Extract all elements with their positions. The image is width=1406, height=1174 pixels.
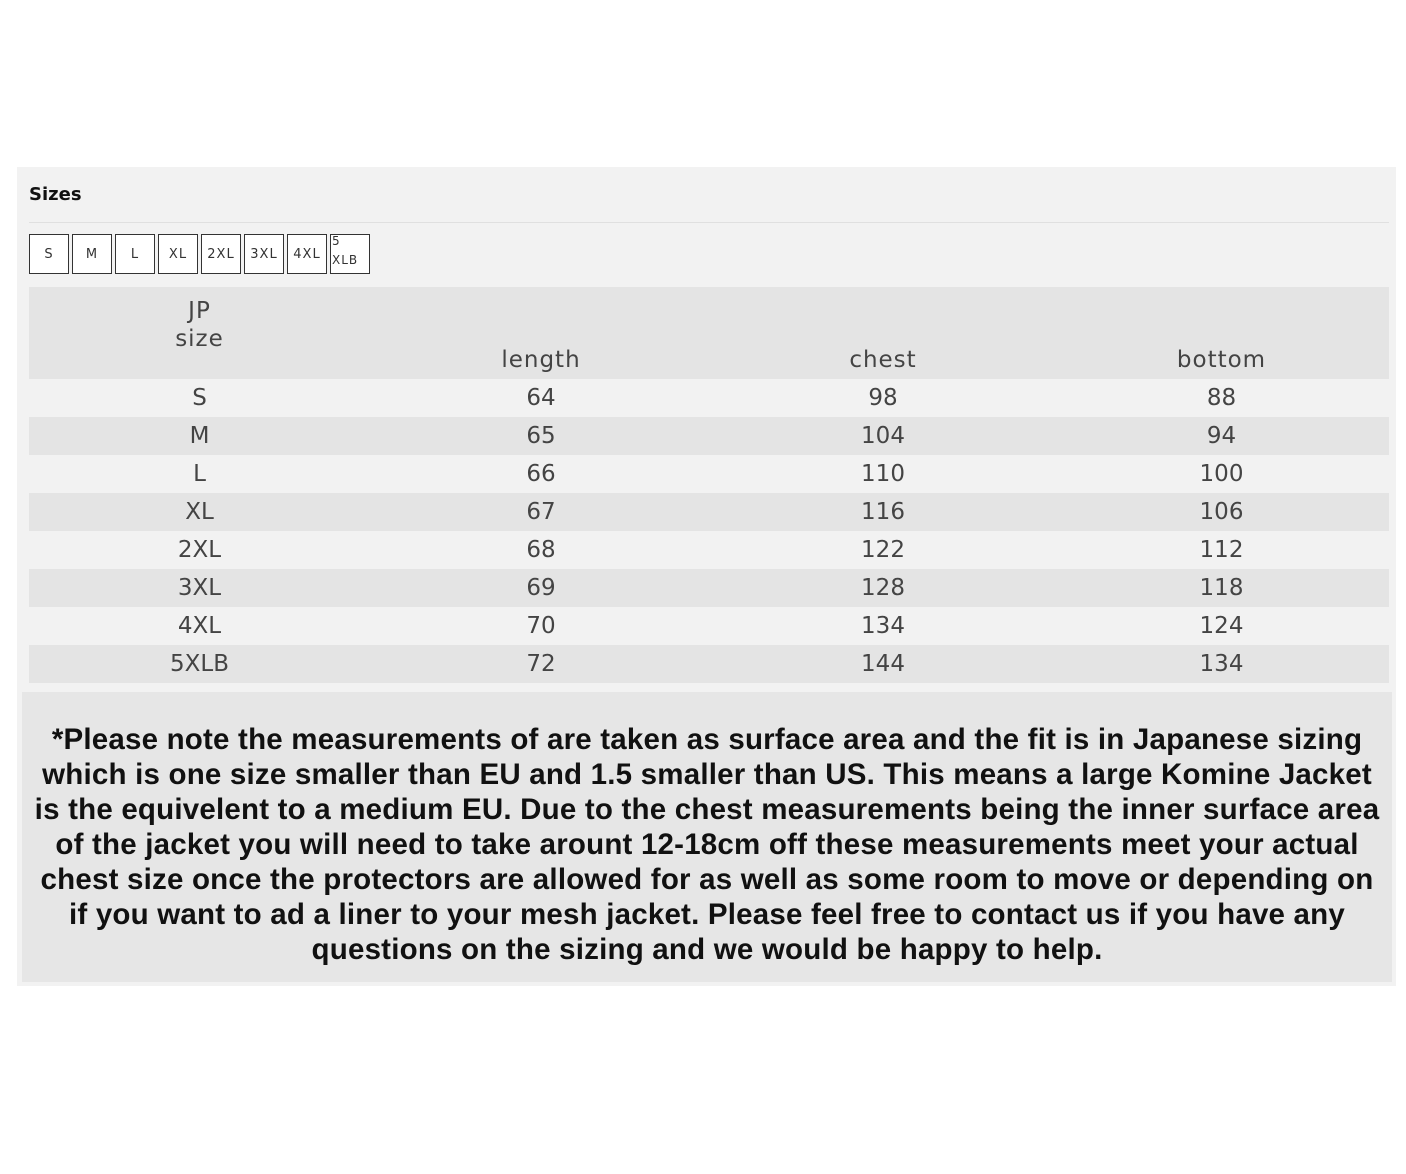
- size-button-m[interactable]: M: [72, 234, 112, 274]
- header-length: length: [370, 287, 712, 379]
- cell-length: 70: [370, 607, 712, 645]
- header-chest: chest: [712, 287, 1054, 379]
- table-row: [29, 379, 1389, 417]
- size-table: [29, 287, 1389, 683]
- cell-bottom: 100: [1054, 455, 1389, 493]
- size-button-5xlb-line1: 5: [332, 234, 341, 248]
- table-row: [29, 645, 1389, 683]
- size-button-3xl[interactable]: 3XL: [244, 234, 284, 274]
- size-selector: [29, 234, 370, 274]
- cell-bottom: 94: [1054, 417, 1389, 455]
- cell-bottom: 118: [1054, 569, 1389, 607]
- cell-length: 69: [370, 569, 712, 607]
- cell-size: S: [29, 379, 370, 417]
- sizes-title: Sizes: [29, 184, 82, 205]
- size-button-xl[interactable]: XL: [158, 234, 198, 274]
- cell-size: 5XLB: [29, 645, 370, 683]
- header-jp-size: [29, 287, 370, 379]
- cell-bottom: 88: [1054, 379, 1389, 417]
- cell-size: 3XL: [29, 569, 370, 607]
- cell-length: 68: [370, 531, 712, 569]
- cell-chest: 98: [712, 379, 1054, 417]
- sizing-note: *Please note the measurements of are taken as surface area and the fit is in Japanese sizing which is one size smaller than EU and 1.5 smaller than US. This means a large Komine Jacket is the equivelent to a medium EU. Due to the chest measurements being the inner surface area of the jacket you will need to take arount 12-18cm off these measurements meet your actual chest size once the protectors are allowed for as well as some room to move or depending on if you want to ad a liner to your mesh jacket. Please feel free to contact us if you have any questions on the sizing and we would be happy to help.: [22, 692, 1392, 982]
- cell-chest: 104: [712, 417, 1054, 455]
- cell-chest: 122: [712, 531, 1054, 569]
- header-jp-size-line2: size: [175, 326, 224, 352]
- cell-length: 72: [370, 645, 712, 683]
- cell-size: 2XL: [29, 531, 370, 569]
- table-header-row: [29, 287, 1389, 379]
- cell-chest: 128: [712, 569, 1054, 607]
- table-row: [29, 455, 1389, 493]
- size-button-4xl[interactable]: 4XL: [287, 234, 327, 274]
- cell-length: 67: [370, 493, 712, 531]
- cell-size: M: [29, 417, 370, 455]
- table-row: [29, 417, 1389, 455]
- size-button-5xlb-line2: XLB: [332, 253, 359, 267]
- cell-chest: 134: [712, 607, 1054, 645]
- size-button-l[interactable]: L: [115, 234, 155, 274]
- cell-length: 65: [370, 417, 712, 455]
- cell-length: 66: [370, 455, 712, 493]
- cell-size: L: [29, 455, 370, 493]
- table-row: [29, 607, 1389, 645]
- cell-chest: 110: [712, 455, 1054, 493]
- cell-chest: 116: [712, 493, 1054, 531]
- table-row: [29, 531, 1389, 569]
- cell-bottom: 124: [1054, 607, 1389, 645]
- cell-size: 4XL: [29, 607, 370, 645]
- size-chart-panel: [17, 167, 1396, 986]
- cell-size: XL: [29, 493, 370, 531]
- cell-chest: 144: [712, 645, 1054, 683]
- cell-bottom: 134: [1054, 645, 1389, 683]
- table-row: [29, 569, 1389, 607]
- size-button-s[interactable]: S: [29, 234, 69, 274]
- cell-bottom: 112: [1054, 531, 1389, 569]
- header-bottom: bottom: [1054, 287, 1389, 379]
- header-jp-size-line1: JP: [188, 298, 211, 324]
- divider: [29, 222, 1389, 223]
- table-row: [29, 493, 1389, 531]
- size-button-5xlb[interactable]: [330, 234, 370, 274]
- cell-length: 64: [370, 379, 712, 417]
- cell-bottom: 106: [1054, 493, 1389, 531]
- size-button-2xl[interactable]: 2XL: [201, 234, 241, 274]
